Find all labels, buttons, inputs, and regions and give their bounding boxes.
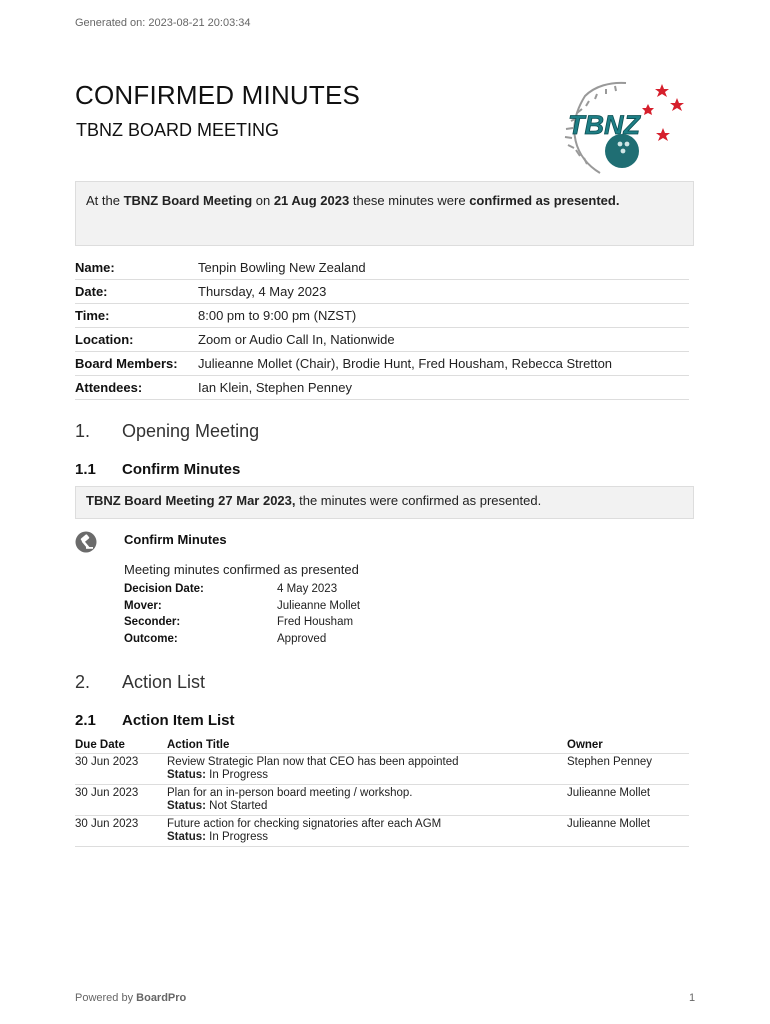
subsection-title: Confirm Minutes [122,461,241,478]
info-row [75,256,689,280]
footer-text: Powered by [75,992,137,1004]
status-value: In Progress [205,769,268,781]
meeting-info-table [75,256,689,400]
banner-text: At the [86,193,124,208]
info-label: Date: [75,284,108,299]
action-cell [167,787,567,812]
owner: Stephen Penney [567,756,653,768]
action-title: Future action for checking signatories after each AGM [167,818,442,830]
decision-row [124,614,360,631]
action-status [167,769,567,781]
table-row [75,785,689,816]
info-value: Julieanne Mollet (Chair), Brodie Hunt, Fred Housham, Rebecca Stretton [198,356,613,371]
previous-minutes-box [75,486,694,519]
decision-label: Decision Date: [124,583,204,596]
page-number: 1 [689,992,696,1004]
info-value: Thursday, 4 May 2023 [198,284,327,299]
decision-value: Julieanne Mollet [277,599,361,612]
due-date: 30 Jun 2023 [75,756,139,768]
subsection-heading-confirm-minutes [75,461,240,478]
due-date: 30 Jun 2023 [75,787,139,799]
table-row [75,754,689,785]
info-row [75,304,689,328]
decision-text: Meeting minutes confirmed as presented [124,562,359,577]
action-cell [167,756,567,781]
subsection-number: 2.1 [75,712,96,729]
decision-value: Approved [277,632,327,645]
logo-wordmark: TBNZ [568,110,640,140]
table-header [75,737,689,754]
owner: Julieanne Mollet [567,818,651,830]
section-number: 2. [75,672,91,692]
table-row [75,816,689,847]
banner-status: confirmed as presented. [469,193,620,208]
banner-text: these minutes were [349,193,470,208]
previous-meeting: TBNZ Board Meeting 27 Mar 2023, [86,493,296,508]
banner-date: 21 Aug 2023 [273,193,350,208]
previous-minutes-text: the minutes were confirmed as presented. [295,493,542,508]
status-label: Status: [167,831,206,843]
banner-meeting: TBNZ Board Meeting [123,193,253,208]
info-label: Time: [75,308,110,323]
decision-row [124,581,360,598]
generated-timestamp [75,17,251,29]
generated-value: 2023-08-21 20:03:34 [148,17,251,29]
footer-powered-by [75,992,186,1004]
decision-label: Mover: [124,599,162,612]
subsection-title: Action Item List [122,712,235,729]
info-row [75,280,689,304]
due-date: 30 Jun 2023 [75,818,139,830]
info-label: Board Members: [75,356,178,371]
action-title: Plan for an in-person board meeting / workshop. [167,787,413,799]
column-due-date: Due Date [75,739,125,751]
info-label: Location: [75,332,134,347]
status-label: Status: [167,769,206,781]
decision-details [124,581,360,647]
star-icons [642,84,684,141]
column-action-title: Action Title [167,739,230,751]
owner: Julieanne Mollet [567,787,651,799]
decision-title: Confirm Minutes [124,532,227,547]
action-status [167,831,567,843]
info-value: Ian Klein, Stephen Penney [198,380,352,395]
info-value: 8:00 pm to 9:00 pm (NZST) [198,308,357,323]
subsection-number: 1.1 [75,461,96,478]
section-title: Opening Meeting [122,421,260,441]
decision-label: Seconder: [124,616,181,629]
document-subtitle: TBNZ BOARD MEETING [76,120,280,140]
subsection-heading-action-items [75,712,235,729]
footer-brand[interactable]: BoardPro [136,992,187,1004]
decision-value: 4 May 2023 [277,583,338,596]
decision-row [124,631,360,648]
status-value: In Progress [205,831,268,843]
action-cell [167,818,567,843]
section-heading-opening [75,421,259,442]
banner-text: on [252,193,274,208]
action-title: Review Strategic Plan now that CEO has been appointed [167,756,459,768]
info-row [75,352,689,376]
section-title: Action List [122,672,206,692]
info-row [75,328,689,352]
info-value: Zoom or Audio Call In, Nationwide [198,332,395,347]
status-label: Status: [167,800,206,812]
action-status [167,800,567,812]
action-items-table [75,737,689,847]
generated-label: Generated on: [75,17,146,29]
confirmation-banner [75,181,694,246]
info-label: Name: [75,260,115,275]
section-heading-action-list [75,672,205,693]
status-value: Not Started [205,800,268,812]
decision-value: Fred Housham [277,616,354,629]
info-row [75,376,689,400]
column-owner: Owner [567,739,603,751]
info-value: Tenpin Bowling New Zealand [198,260,366,275]
decision-label: Outcome: [124,632,178,645]
info-label: Attendees: [75,380,143,395]
gavel-icon [75,531,97,553]
decision-row [124,598,360,615]
document-title: CONFIRMED MINUTES [75,80,361,110]
tbnz-logo [560,78,690,178]
section-number: 1. [75,421,91,441]
